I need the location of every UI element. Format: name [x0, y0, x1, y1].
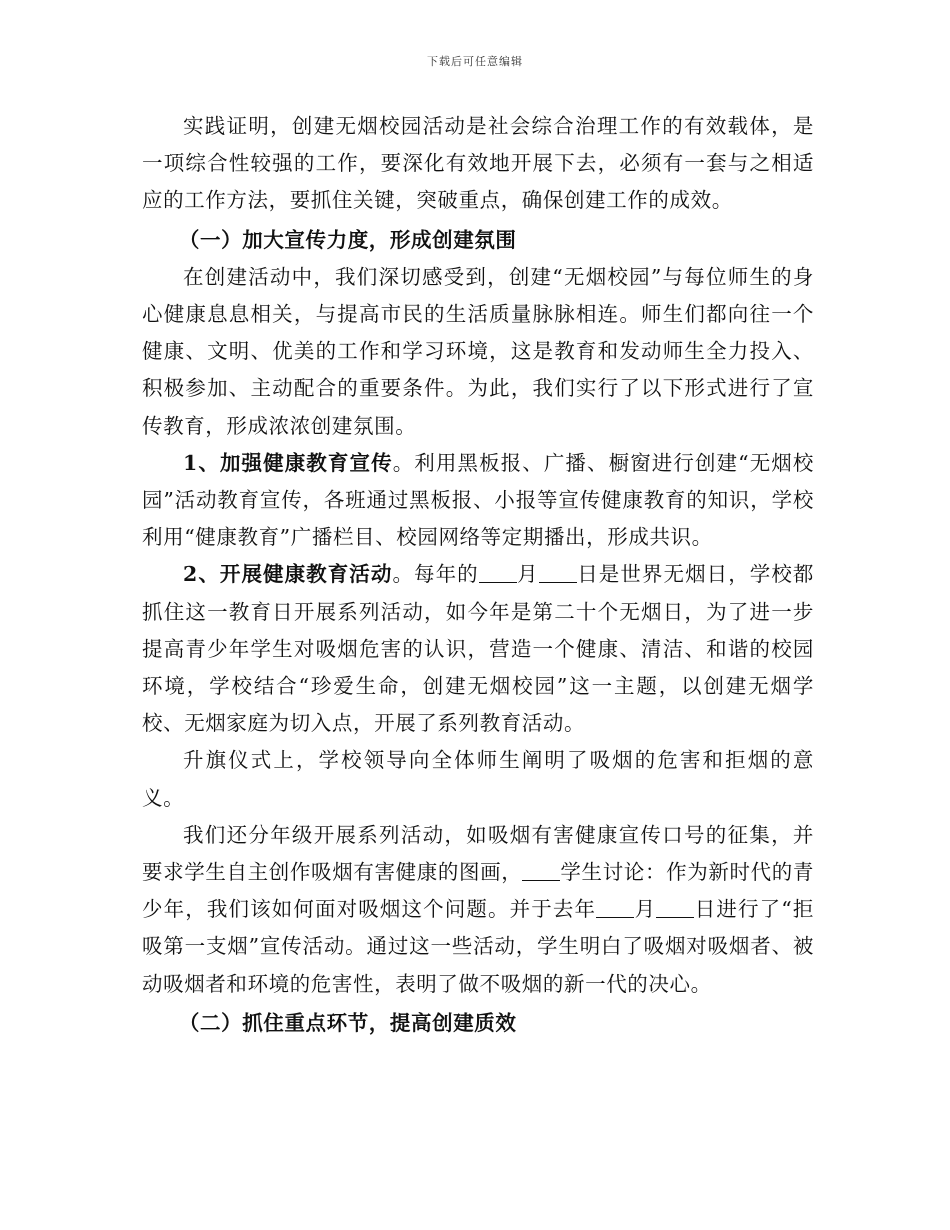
page-header: 下载后可任意编辑 [427, 55, 523, 68]
blank-field [479, 562, 517, 583]
section-heading-2: （二）抓住重点环节，提高创建质效 [178, 1010, 517, 1035]
paragraph-intro: 实践证明，创建无烟校园活动是社会综合治理工作的有效载体，是一项综合性较强的工作，要深化有效地开展下去，必须有一套与之相适应的工作方法，要抓住关键，突破重点，确保创建工作的成效。 [142, 114, 814, 213]
paragraph-grade-activities [142, 817, 814, 1003]
item-2-lead: 2、开展健康教育活动 [183, 562, 393, 587]
para6-text-d: 日进行了“拒吸第一支烟”宣传活动。通过这一些活动，学生明白了吸烟对吸烟者、被动吸烟者和环境的危害性，表明了做不吸烟的新一代的决心。 [142, 897, 814, 996]
paragraph-atmosphere: 在创建活动中，我们深切感受到，创建“无烟校园”与每位师生的身心健康息息相关，与提高市民的生活质量脉脉相连。师生们都向往一个健康、文明、优美的工作和学习环境，这是教育和发动师生全力投入、积极参加、主动配合的重要条件。为此，我们实行了以下形式进行了宣传教育，形成浓浓创建氛围。 [142, 264, 814, 438]
item-2-text-b: 月 [516, 562, 539, 587]
blank-field [656, 897, 694, 918]
paragraph-flag-ceremony: 升旗仪式上，学校领导向全体师生阐明了吸烟的危害和拒烟的意义。 [142, 748, 814, 810]
para6-text-c: 月 [634, 897, 657, 922]
section-heading-1: （一）加大宣传力度，形成创建氛围 [178, 227, 517, 252]
item-1-body: 。利用黑板报、广播、橱窗进行创建“无烟校园”活动教育宣传，各班通过黑板报、小报等宣传健康教育的知识，学校利用“健康教育”广播栏目、校园网络等定期播出，形成共识。 [142, 450, 815, 550]
paragraph-health-promo [142, 445, 814, 557]
blank-field [522, 860, 560, 881]
para6-text-b: 学生讨论：作为新时代的青少年，我们该如何面对吸烟这个问题。并于去年 [142, 860, 814, 922]
document-body [142, 108, 814, 1042]
paragraph-health-activities [142, 556, 814, 742]
blank-field [539, 562, 577, 583]
blank-field [596, 897, 634, 918]
item-2-text-a: 。每年的 [392, 562, 479, 587]
item-2-text-c: 日是世界无烟日，学校都抓住这一教育日开展系列活动，如今年是第二十个无烟日，为了进一步提高青少年学生对吸烟危害的认识，营造一个健康、清洁、和谐的校园环境，学校结合“珍爱生命，创建无烟校园”这一主题，以创建无烟学校、无烟家庭为切入点，开展了系列教育活动。 [142, 562, 815, 736]
item-1-lead: 1、加强健康教育宣传 [183, 450, 393, 475]
para6-text-a: 我们还分年级开展系列活动，如吸烟有害健康宣传口号的征集，并要求学生自主创作吸烟有害健康的图画， [142, 822, 814, 885]
